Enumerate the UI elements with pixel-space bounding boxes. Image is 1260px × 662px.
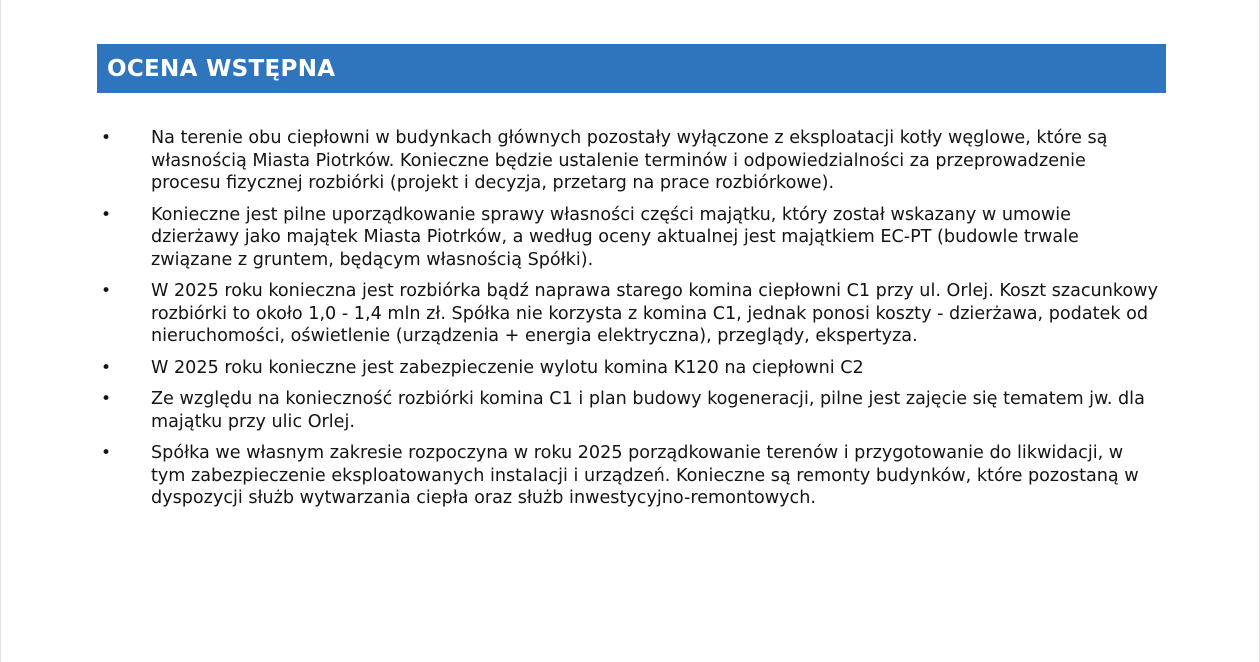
list-item <box>101 388 1161 433</box>
list-item <box>101 442 1161 510</box>
list-item <box>101 127 1161 195</box>
bullet-text: Spółka we własnym zakresie rozpoczyna w roku 2025 porządkowanie terenów i przygotowanie do likwidacji, w tym zabezpieczenie eksploatowanych instalacji i urządzeń. Konieczne są remonty budynków, które pozostaną w dyspozycji służb wytwarzania ciepła oraz służb inwestycyjno-remontowych. <box>151 443 1139 508</box>
bullet-icon: • <box>101 389 112 409</box>
title-bar <box>97 44 1166 93</box>
page-title: OCENA WSTĘPNA <box>107 55 336 82</box>
bullet-text: W 2025 roku konieczne jest zabezpieczenie wylotu komina K120 na ciepłowni C2 <box>151 357 864 378</box>
list-item <box>101 204 1161 272</box>
bullet-icon: • <box>101 281 112 301</box>
list-item <box>101 357 1161 380</box>
bullet-text: Konieczne jest pilne uporządkowanie sprawy własności części majątku, który został wskazany w umowie dzierżawy jako majątek Miasta Piotrków, a według oceny aktualnej jest majątkiem EC-PT (budowle trwale związane z gruntem, będącym własnością Spółki). <box>151 204 1079 270</box>
bullet-text: Na terenie obu ciepłowni w budynkach głównych pozostały wyłączone z eksploatacji kotły węglowe, które są własnością Miasta Piotrków. Konieczne będzie ustalenie terminów i odpowiedzialności za przeprowadzenie procesu fizycznej rozbiórki (projekt i decyzja, przetarg na prace rozbiórkowe). <box>151 128 1108 193</box>
bullet-icon: • <box>101 357 112 378</box>
bullet-text: Ze względu na konieczność rozbiórki komina C1 i plan budowy kogeneracji, pilne jest zajęcie się tematem jw. dla majątku przy ulic Orlej. <box>151 389 1145 432</box>
bullet-icon: • <box>101 204 112 225</box>
bullet-icon: • <box>101 443 112 463</box>
bullet-icon: • <box>101 128 112 148</box>
bullet-text: W 2025 roku konieczna jest rozbiórka bądź naprawa starego komina ciepłowni C1 przy ul. Orlej. Koszt szacunkowy rozbiórki to około 1,0 - 1,4 mln zł. Spółka nie korzysta z komina C1, jednak ponosi koszty - dzierżawa, podatek od nieruchomości, oświetlenie (urządzenia + energia elektryczna), przeglądy, ekspertyza. <box>151 281 1158 346</box>
bullet-list <box>101 127 1161 519</box>
list-item <box>101 280 1161 348</box>
